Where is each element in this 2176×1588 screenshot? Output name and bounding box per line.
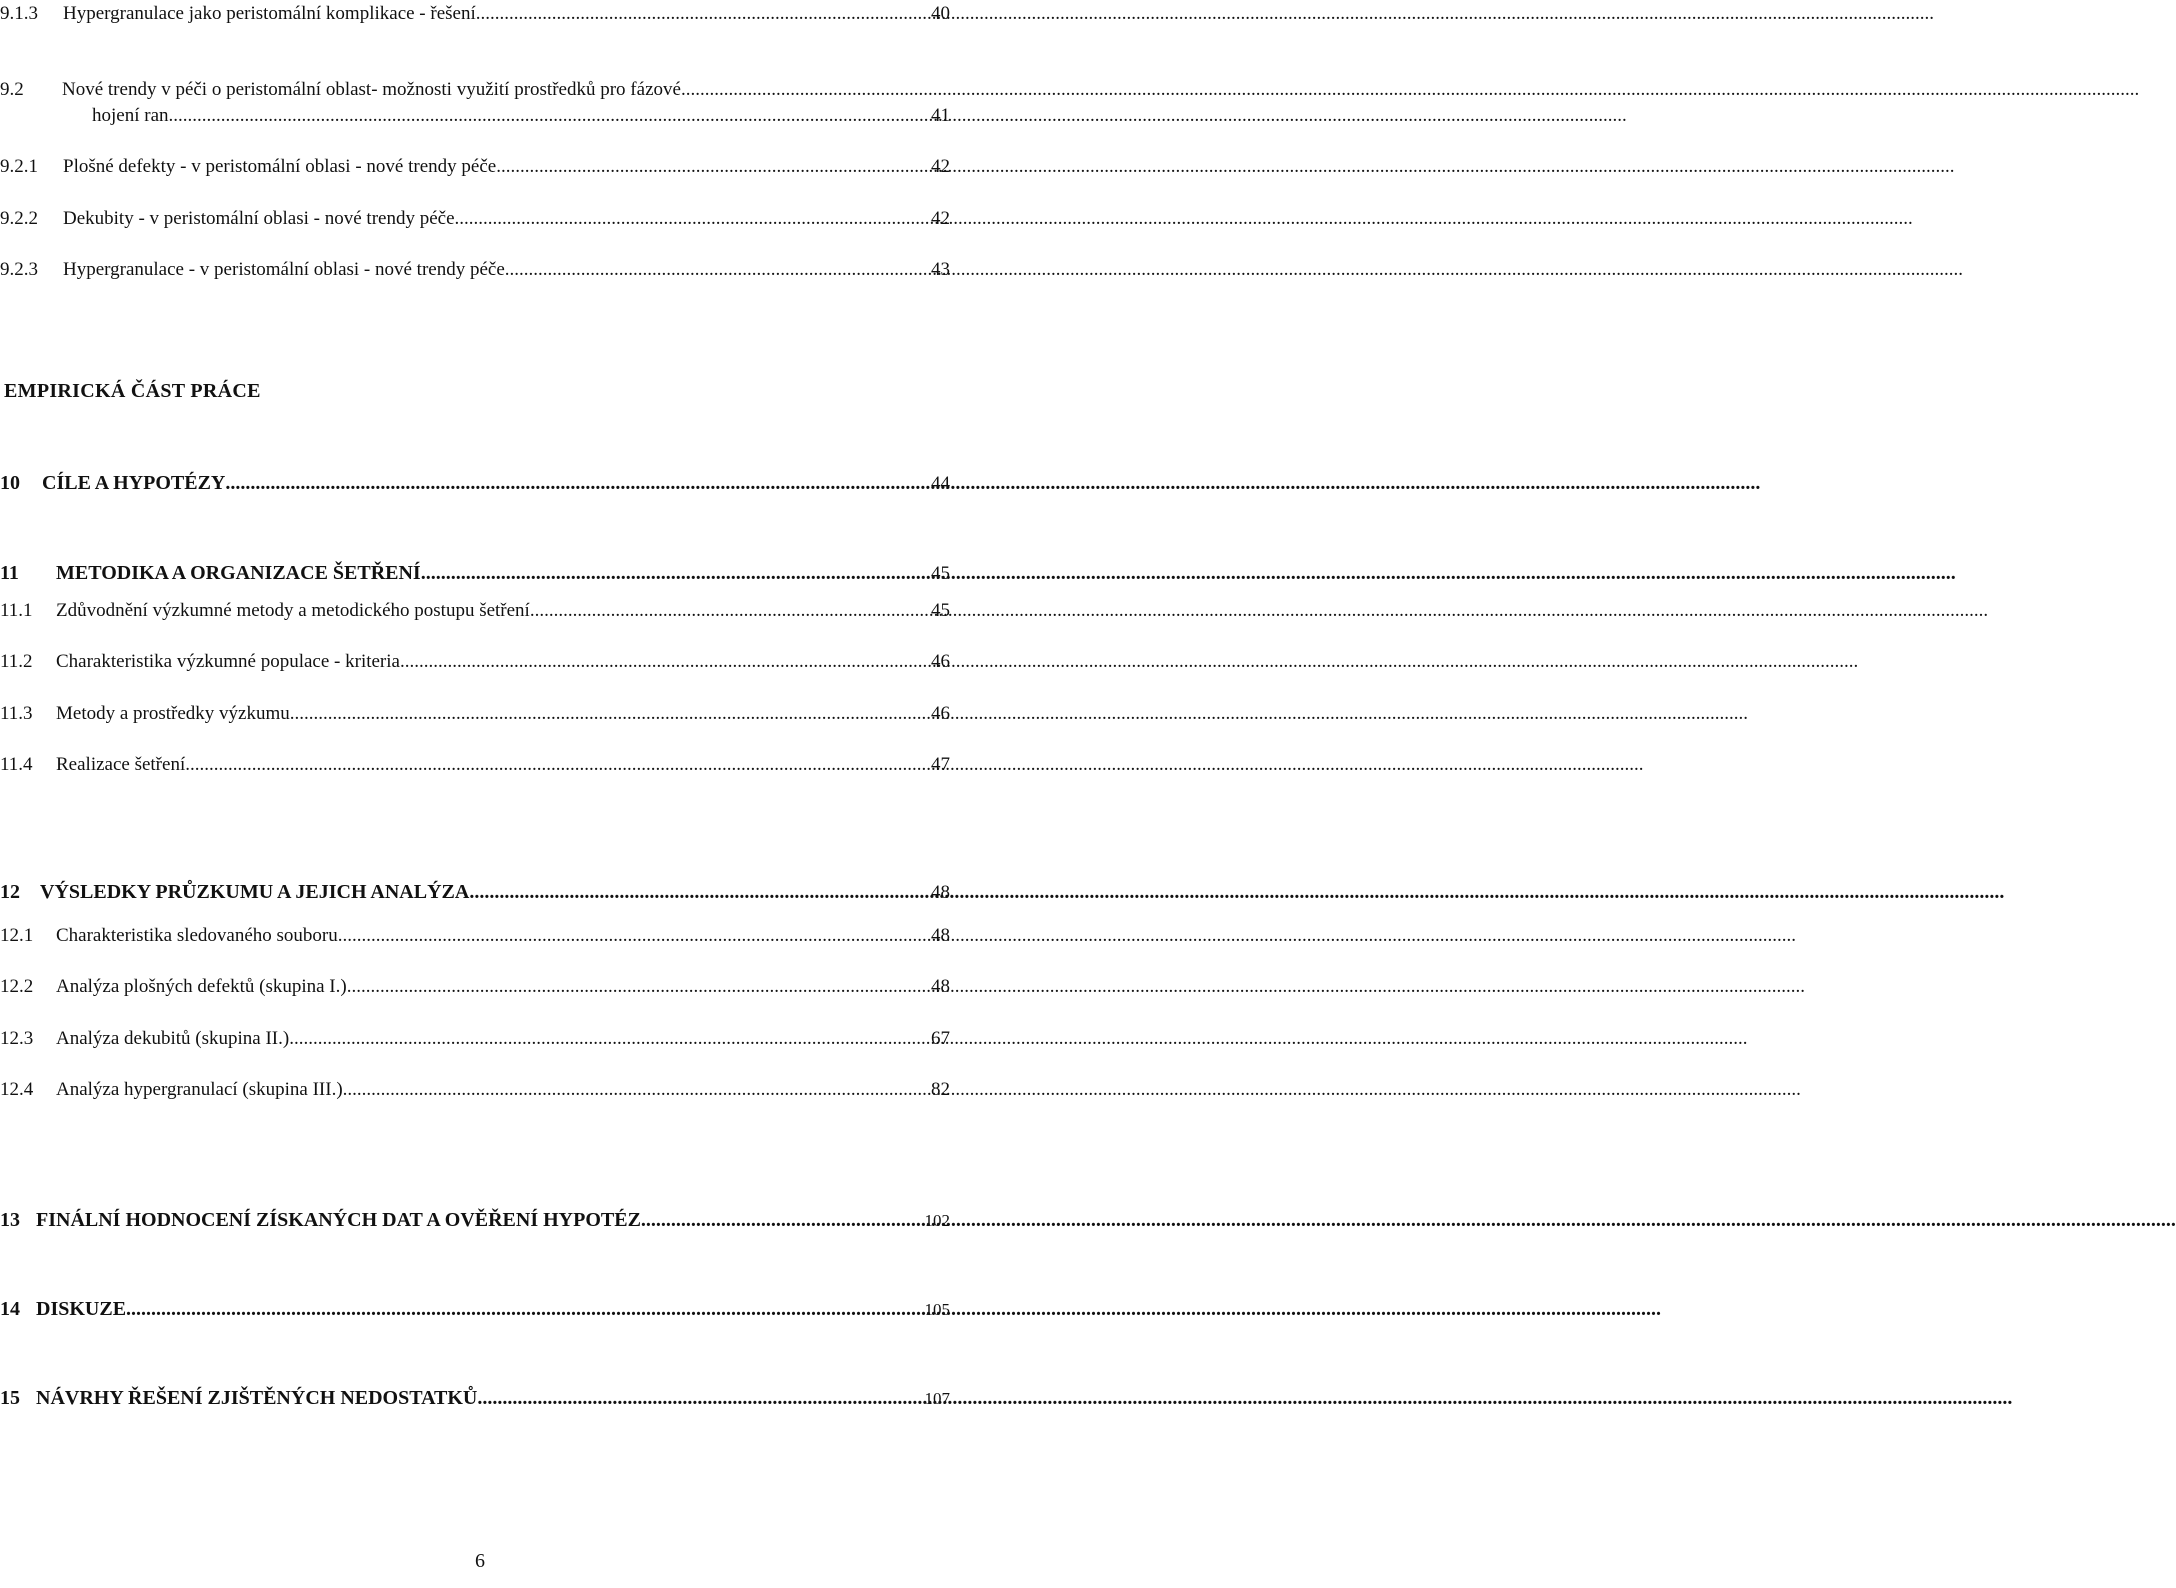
toc-chapter[interactable] bbox=[0, 471, 950, 496]
toc-entry-title: Realizace šetření bbox=[56, 754, 186, 775]
toc-leader-dots bbox=[496, 155, 931, 179]
toc-entry-number: 11.3 bbox=[0, 703, 33, 724]
toc-chapter-number: 14 bbox=[0, 1298, 20, 1320]
toc-chapter-page: 45 bbox=[931, 563, 950, 584]
toc-entry-continuation[interactable] bbox=[92, 104, 950, 128]
toc-chapter-number: 11 bbox=[0, 562, 19, 584]
toc-chapter[interactable] bbox=[0, 1297, 950, 1322]
toc-leader-dots bbox=[289, 1027, 931, 1051]
toc-entry-title: Zdůvodnění výzkumné metody a metodického postupu šetření bbox=[56, 600, 530, 621]
toc-chapter-title: VÝSLEDKY PRŮZKUMU A JEJICH ANALÝZA bbox=[40, 881, 470, 903]
toc-entry-page: 47 bbox=[931, 754, 950, 775]
toc-chapter-title: CÍLE A HYPOTÉZY bbox=[42, 472, 226, 494]
toc-leader-dots bbox=[400, 650, 931, 674]
toc-chapter-title: FINÁLNÍ HODNOCENÍ ZÍSKANÝCH DAT A OVĚŘENÍ HYPOTÉZ bbox=[36, 1209, 641, 1231]
toc-entry-number: 9.1.3 bbox=[0, 3, 38, 24]
toc-chapter-page: 105 bbox=[924, 1300, 950, 1319]
toc-entry-title: Metody a prostředky výzkumu bbox=[56, 703, 290, 724]
toc-chapter[interactable] bbox=[0, 1208, 950, 1233]
toc-entry-title: Analýza dekubitů (skupina II.) bbox=[56, 1028, 290, 1049]
toc-entry-page: 42 bbox=[931, 208, 950, 229]
toc-entry-title: Nové trendy v péči o peristomální oblast- možnosti využití prostředků pro fázové bbox=[62, 79, 681, 100]
toc-entry-page: 82 bbox=[931, 1079, 950, 1100]
toc-entry[interactable] bbox=[0, 599, 950, 623]
toc-leader-dots bbox=[530, 599, 931, 623]
toc-entry-title: Hypergranulace jako peristomální komplikace - řešení bbox=[63, 3, 476, 24]
toc-entry[interactable] bbox=[0, 78, 950, 102]
toc-entry[interactable] bbox=[0, 702, 950, 726]
toc-entry-number: 9.2.2 bbox=[0, 208, 38, 229]
toc-chapter-page: 107 bbox=[924, 1389, 950, 1408]
toc-leader-dots bbox=[185, 753, 931, 777]
toc-chapter[interactable] bbox=[0, 1386, 950, 1411]
toc-entry-page: 40 bbox=[931, 3, 950, 24]
toc-leader-dots bbox=[476, 2, 931, 26]
toc-entry[interactable] bbox=[0, 650, 950, 674]
toc-entry-title: Dekubity - v peristomální oblasi - nové trendy péče bbox=[63, 208, 455, 229]
toc-entry[interactable] bbox=[0, 924, 950, 948]
toc-chapter-page: 44 bbox=[931, 473, 950, 494]
toc-entry[interactable] bbox=[0, 753, 950, 777]
toc-entry-page: 48 bbox=[931, 976, 950, 997]
toc-chapter-number: 10 bbox=[0, 472, 20, 494]
page-number: 6 bbox=[475, 1550, 485, 1572]
toc-entry-number: 11.1 bbox=[0, 600, 33, 621]
toc-entry-page: 45 bbox=[931, 600, 950, 621]
toc-entry-number: 12.3 bbox=[0, 1028, 34, 1049]
toc-leader-dots bbox=[641, 1208, 925, 1232]
toc-entry-number: 12.2 bbox=[0, 976, 34, 997]
toc-leader-dots bbox=[477, 1386, 924, 1410]
toc-entry-page: 43 bbox=[931, 259, 950, 280]
toc-entry-number: 9.2.1 bbox=[0, 156, 38, 177]
toc-leader-dots bbox=[290, 702, 931, 726]
toc-entry[interactable] bbox=[0, 155, 950, 179]
toc-entry[interactable] bbox=[0, 1027, 950, 1051]
toc-entry[interactable] bbox=[0, 975, 950, 999]
toc-entry[interactable] bbox=[0, 2, 950, 26]
toc-entry-page: 46 bbox=[931, 703, 950, 724]
toc-entry-number: 9.2 bbox=[0, 79, 24, 100]
toc-leader-dots bbox=[455, 207, 931, 231]
toc-leader-dots bbox=[469, 880, 931, 904]
toc-entry-number: 12.1 bbox=[0, 925, 34, 946]
toc-entry-number: 9.2.3 bbox=[0, 259, 38, 280]
toc-leader-dots bbox=[338, 924, 931, 948]
toc-entry-page: 67 bbox=[931, 1028, 950, 1049]
toc-entry[interactable] bbox=[0, 258, 950, 282]
toc-chapter-page: 48 bbox=[931, 882, 950, 903]
toc-entry-number: 11.4 bbox=[0, 754, 33, 775]
toc-chapter[interactable] bbox=[0, 880, 950, 905]
toc-entry-title: hojení ran bbox=[92, 105, 169, 126]
toc-page bbox=[0, 0, 960, 1588]
toc-entry-page: 42 bbox=[931, 156, 950, 177]
toc-entry-number: 11.2 bbox=[0, 651, 33, 672]
toc-entry-page: 41 bbox=[931, 105, 950, 126]
toc-chapter-number: 13 bbox=[0, 1209, 20, 1231]
toc-entry-title: Charakteristika sledovaného souboru bbox=[56, 925, 338, 946]
toc-leader-dots bbox=[343, 1078, 931, 1102]
toc-chapter-title: DISKUZE bbox=[36, 1298, 127, 1320]
toc-chapter-title: METODIKA A ORGANIZACE ŠETŘENÍ bbox=[56, 562, 421, 584]
toc-entry-title: Charakteristika výzkumné populace - kriteria bbox=[56, 651, 400, 672]
toc-entry-number: 12.4 bbox=[0, 1079, 34, 1100]
toc-entry-title: Analýza plošných defektů (skupina I.) bbox=[56, 976, 347, 997]
toc-entry[interactable] bbox=[0, 207, 950, 231]
toc-entry-title: Hypergranulace - v peristomální oblasi - nové trendy péče bbox=[63, 259, 505, 280]
toc-entry[interactable] bbox=[0, 1078, 950, 1102]
toc-leader-dots bbox=[681, 78, 950, 102]
toc-leader-dots bbox=[505, 258, 931, 282]
toc-leader-dots bbox=[347, 975, 931, 999]
toc-chapter-number: 15 bbox=[0, 1387, 20, 1409]
toc-entry-page: 48 bbox=[931, 925, 950, 946]
toc-leader-dots bbox=[126, 1297, 924, 1321]
toc-leader-dots bbox=[169, 104, 931, 128]
toc-chapter-title: NÁVRHY ŘEŠENÍ ZJIŠTĚNÝCH NEDOSTATKŮ bbox=[36, 1387, 478, 1409]
toc-leader-dots bbox=[225, 471, 931, 495]
toc-entry-title: Plošné defekty - v peristomální oblasi - nové trendy péče bbox=[63, 156, 497, 177]
toc-leader-dots bbox=[421, 561, 931, 585]
toc-entry-page: 46 bbox=[931, 651, 950, 672]
toc-entry-title: Analýza hypergranulací (skupina III.) bbox=[56, 1079, 343, 1100]
toc-chapter[interactable] bbox=[0, 561, 950, 586]
part-heading: EMPIRICKÁ ČÁST PRÁCE bbox=[4, 380, 261, 402]
toc-chapter-number: 12 bbox=[0, 881, 20, 903]
toc-chapter-page: 102 bbox=[924, 1211, 950, 1230]
